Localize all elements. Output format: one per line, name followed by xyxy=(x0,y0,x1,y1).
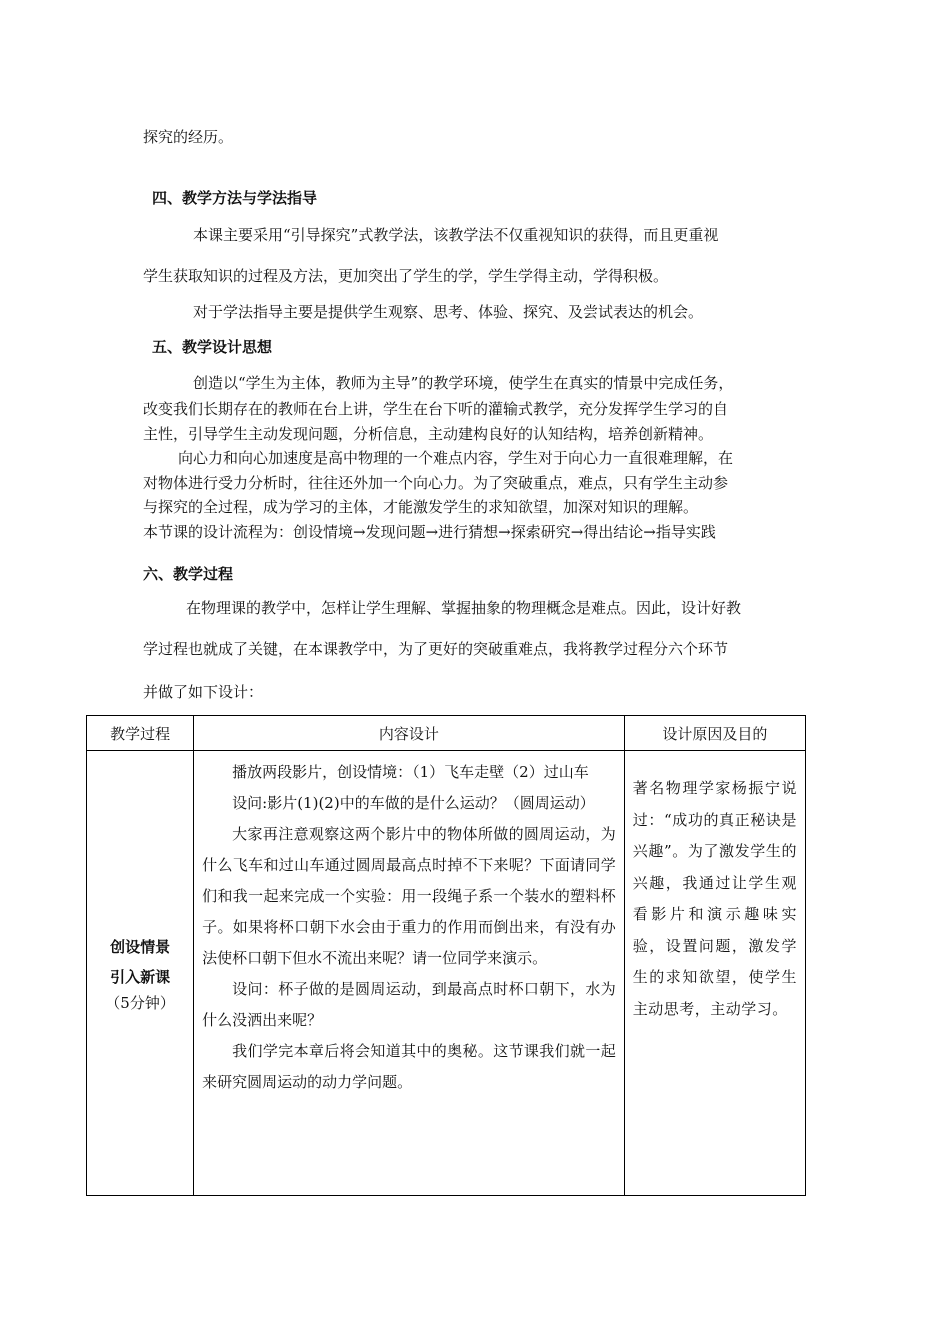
content-paragraph: 播放两段影片，创设情境：（1）飞车走壁（2）过山车 xyxy=(232,763,589,781)
paragraph-line: 本课主要采用“引导探究”式教学法，该教学法不仅重视知识的获得，而且更重视 xyxy=(193,226,719,244)
table-header-cell: 设计原因及目的 xyxy=(624,716,805,751)
paragraph-line: 探究的经历。 xyxy=(143,128,234,146)
paragraph-line: 创造以“学生为主体，教师为主导”的教学环境，使学生在真实的情景中完成任务， xyxy=(193,374,734,392)
paragraph-line: 并做了如下设计： xyxy=(143,683,264,701)
table-header-cell: 内容设计 xyxy=(194,716,625,751)
table-header-cell: 教学过程 xyxy=(87,716,194,751)
section-heading-teaching-methods: 四、教学方法与学法指导 xyxy=(152,189,318,207)
teaching-process-table xyxy=(86,715,806,1196)
content-paragraph: 设问：杯子做的是圆周运动，到最高点时杯口朝下，水为什么没洒出来呢？ xyxy=(202,980,616,1029)
paragraph-line: 学过程也就成了关键，在本课教学中，为了更好的突破重难点，我将教学过程分六个环节 xyxy=(143,640,729,658)
paragraph-line: 学生获取知识的过程及方法，更加突出了学生的学，学生学得主动，学得积极。 xyxy=(143,267,669,285)
stage-title-line: 引入新课 xyxy=(110,968,171,986)
reason-paragraph: 著名物理学家杨振宁说过：“成功的真正秘诀是兴趣”。为了激发学生的兴趣，我通过让学生观看影片和演示趣味实验，设置问题，激发学生的求知欲望，使学生主动思考，主动学习。 xyxy=(632,779,797,1018)
paragraph-line: 对于学法指导主要是提供学生观察、思考、体验、探究、及尝试表达的机会。 xyxy=(193,303,704,321)
stage-duration: （5分钟） xyxy=(105,994,175,1012)
content-paragraph: 我们学完本章后将会知道其中的奥秘。这节课我们就一起来研究圆周运动的动力学问题。 xyxy=(202,1042,616,1091)
content-paragraph: 大家再注意观察这两个影片中的物体所做的圆周运动，为什么飞车和过山车通过圆周最高点时掉不下来呢？下面请同学们和我一起来完成一个实验：用一段绳子系一个装水的塑料杯子。如果将杯口朝下水会由于重力的作用而倒出来，有没有办法使杯口朝下但水不流出来呢？请一位同学来演示。 xyxy=(202,825,616,967)
content-paragraph: 设问:影片(1)(2)中的车做的是什么运动？（圆周运动） xyxy=(232,794,595,812)
paragraph-line: 与探究的全过程，成为学习的主体，才能激发学生的求知欲望，加深对知识的理解。 xyxy=(143,498,699,516)
paragraph-line: 改变我们长期存在的教师在台上讲，学生在台下听的灌输式教学，充分发挥学生学习的自 xyxy=(143,400,729,418)
section-heading-teaching-process: 六、教学过程 xyxy=(143,565,234,583)
table-row xyxy=(87,751,806,1196)
paragraph-line: 在物理课的教学中，怎样让学生理解、掌握抽象的物理概念是难点。因此，设计好教 xyxy=(186,599,742,617)
paragraph-line: 对物体进行受力分析时，往往还外加一个向心力。为了突破重点，难点，只有学生主动参 xyxy=(143,474,729,492)
stage-cell xyxy=(87,751,194,1196)
paragraph-line: 本节课的设计流程为：创设情境→发现问题→进行猜想→探索研究→得出结论→指导实践 xyxy=(143,523,716,541)
section-heading-design-idea: 五、教学设计思想 xyxy=(152,338,273,356)
design-reason-cell xyxy=(624,751,805,1196)
content-design-cell xyxy=(194,751,625,1196)
table-header-row xyxy=(87,716,806,751)
paragraph-line: 主性，引导学生主动发现问题，分析信息，主动建构良好的认知结构，培养创新精神。 xyxy=(143,425,714,443)
stage-title-line: 创设情景 xyxy=(110,938,171,956)
paragraph-line: 向心力和向心加速度是高中物理的一个难点内容，学生对于向心力一直很难理解，在 xyxy=(178,449,734,467)
